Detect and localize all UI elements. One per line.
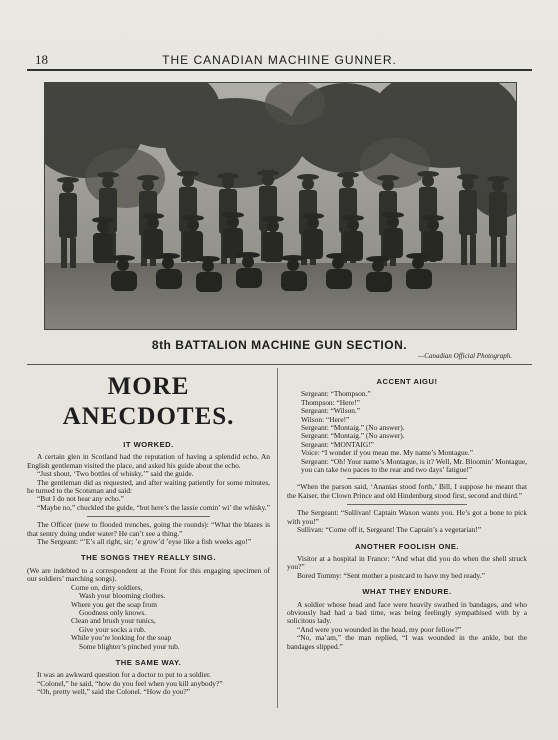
verse-line: Clean and brush your tunics, [71,616,156,626]
story-divider [87,516,210,517]
paragraph: Sullivan: “Come off it, Sergeant! The Captain’s a vegetarian!” [297,525,482,535]
paragraph: “When the parson said, ‘Ananias stood forth,’ Bill, I suppose he meant that the Kaiser, the Clown Prince and old Hindenburg stood first, second and third.” [287,482,527,500]
verse-line: Goodness only knows. [79,607,147,617]
column-divider [277,368,278,708]
paragraph: “Oh, pretty well,” said the Colonel. “How do you?” [37,687,190,697]
dialog-line: Wilson: “Here!” [301,414,350,424]
page-number: 18 [35,52,48,67]
dialog-line: Sergeant: “MONTAIG!” [301,439,374,449]
dialog-line: Sergeant: “Montaig.” (No answer). [301,431,405,441]
story-divider [347,478,467,479]
paragraph: The gentleman did as requested, and after waiting patiently for some minutes, he turned to the Scotsman and said: [27,477,270,496]
verse-line: Give your socks a rub. [79,624,146,634]
paragraph: Bored Tommy: “Sent mother a postcard to have my bed ready.” [297,570,485,580]
paragraph: The Sergeant: “Sullivan! Captain Waxon wants you. He’s got a bone to pick with you!” [287,508,527,526]
dialog-line: Sergeant: “Wilson.” [301,406,361,416]
paragraph: “Colonel,” he said, “how do you feel when you kill anybody?” [37,678,223,688]
paragraph: Visitor at a hospital in France: “And what did you do when the shell struck you?” [287,553,527,572]
paragraph: “But I do not hear any echo.” [37,494,124,504]
header-rule [27,69,532,71]
photo-image [45,83,516,329]
heading-accent-aigu: ACCENT AIGU! [376,377,438,386]
dialog-line: Sergeant: “Oh! Your name’s Montague, is it? Well, Mr. Bloomin’ Montague, you can take two paces to the rear and two days’ fatigue!” [301,456,527,475]
roll-call-dialog [301,390,527,474]
section-rule [27,364,532,365]
page-header [27,52,532,68]
left-column [27,372,270,697]
heading-foolish-one: ANOTHER FOOLISH ONE. [354,541,460,551]
verse-line: Where you get the soap from [71,599,157,609]
dialog-line: Sergeant: “Thompson.” [301,389,371,399]
photo-credit: —Canadian Official Photograph. [418,352,512,360]
heading-it-worked: IT WORKED. [123,440,174,449]
paragraph: A soldier whose head and face were heavily swathed in bandages, and who obviously had had a bad time, was being feelingly sympathised with by a solicitous lady. [287,599,527,626]
group-photograph [44,82,517,330]
dialog-line: Thompson: “Here!” [301,397,360,407]
verse-line: Some blighter’s pinched your tub. [79,641,180,651]
paragraph: “Maybe no,” chuckled the guide, “but here’s the lassie comin’ wi’ the whisky.” [37,502,271,512]
heading-songs: THE SONGS THEY REALLY SING. [81,553,216,563]
heading-same-way: THE SAME WAY. [115,657,182,667]
magazine-title: THE CANADIAN MACHINE GUNNER. [162,53,397,67]
photo-caption: 8th BATTALION MACHINE GUN SECTION. [151,338,408,352]
paragraph: “And were you wounded in the head, my poor fellow?” [297,624,462,634]
paragraph: “No, ma’am,” the man replied, “I was wounded in the ankle, but the bandages slipped.” [287,633,527,651]
story-divider [347,504,467,505]
song-verse [71,584,270,651]
verse-line: Wash your blooming clothes. [79,591,166,601]
dialog-line: Sergeant: “Montaig.” (No answer). [301,423,405,433]
paragraph: The Sergeant: “’E’s all right, sir; ’e grow’d ’eyse like a fish weeks ago!” [37,537,252,547]
paragraph: It was an awkward question for a doctor to put to a soldier. [37,670,211,680]
right-column [287,378,527,651]
dialog-line: Voice: “I wonder if you mean me. My name’s Montague.” [301,448,474,458]
verse-line: While you’re looking for the soap [71,633,172,643]
verse-line: Come on, dirty soldiers, [71,582,143,592]
heading-what-they-endure: WHAT THEY ENDURE. [362,587,452,597]
songs-intro: (We are indebted to a correspondent at the Front for this engaging specimen of our soldiers’ marching songs). [27,565,270,584]
paragraph: A certain glen in Scotland had the reputation of having a splendid echo. An English gentleman visited the place, and asked his guide about the echo. [27,452,270,470]
paragraph: The Officer (new to flooded trenches, going the rounds): “What the blazes is that sentry doing under water? He can’t see a thing.” [27,520,270,538]
article-title: MORE ANECDOTES. [62,373,235,430]
paragraph: “Just shout, ‘Two bottles of whisky,’” said the guide. [37,469,194,479]
